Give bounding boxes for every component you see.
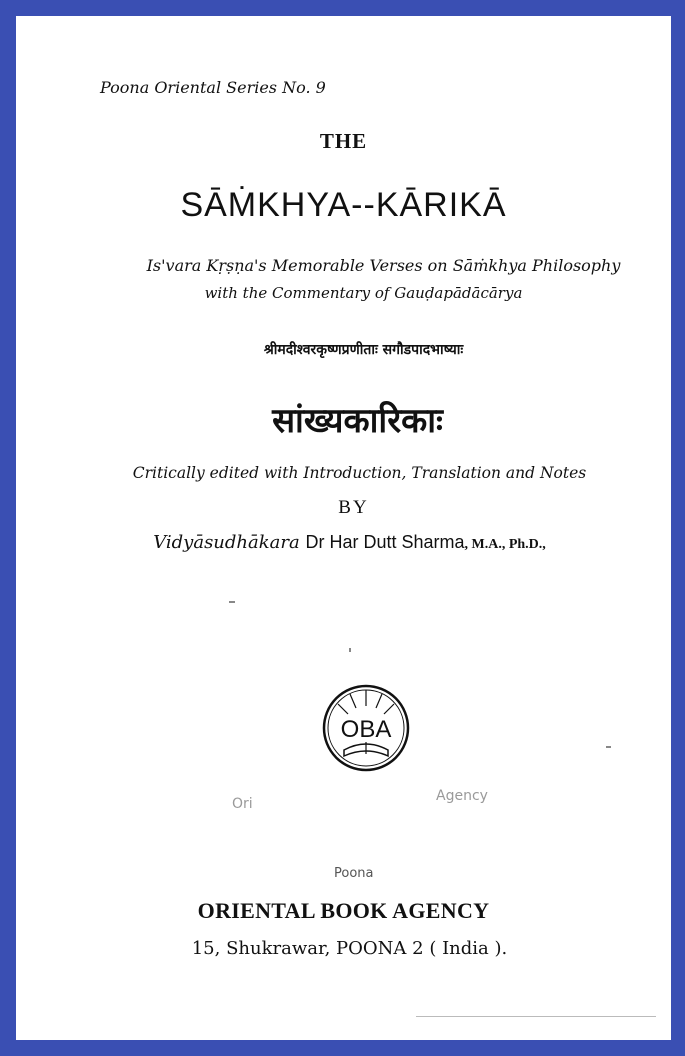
scan-edge-line: [416, 1016, 656, 1017]
author-line: [22, 532, 677, 553]
publisher-address: 15, Shukrawar, POONA 2 ( India ).: [191, 938, 508, 959]
by-line: BY: [338, 497, 369, 518]
edited-line: Critically edited with Introduction, Translation and Notes: [132, 464, 587, 482]
book-title: SĀṀKHYA--KĀRIKĀ: [180, 186, 507, 224]
stamp-left: Ori: [232, 796, 253, 812]
the-heading: THE: [319, 129, 368, 153]
subtitle-line-2: with the Commentary of Gauḍapādācārya: [204, 284, 523, 302]
series-line: Poona Oriental Series No. 9: [100, 78, 326, 97]
author-degrees: , M.A., Ph.D.,: [464, 537, 546, 552]
subtitle-line-1: Is'vara Kṛṣṇa's Memorable Verses on Sāṁkhya Philosophy: [146, 256, 621, 275]
stamp-right: Agency: [436, 788, 488, 804]
logo-text: OBA: [340, 716, 392, 743]
scan-speck: [606, 746, 611, 748]
title-page: [16, 16, 671, 1040]
devanagari-subtitle: श्रीमदीश्वरकृष्णप्रणीताः सगौडपादभाष्याः: [263, 342, 464, 358]
author-honorific: Vidyāsudhākara: [153, 532, 300, 553]
oba-logo: [314, 676, 418, 780]
devanagari-title: सांख्यकारिकाः: [272, 401, 443, 441]
publisher-name: ORIENTAL BOOK AGENCY: [197, 898, 490, 923]
stamp-city: Poona: [334, 866, 374, 881]
scan-speck: [349, 648, 351, 652]
scan-speck: [229, 601, 235, 603]
author-name: Dr Har Dutt Sharma: [305, 532, 465, 552]
